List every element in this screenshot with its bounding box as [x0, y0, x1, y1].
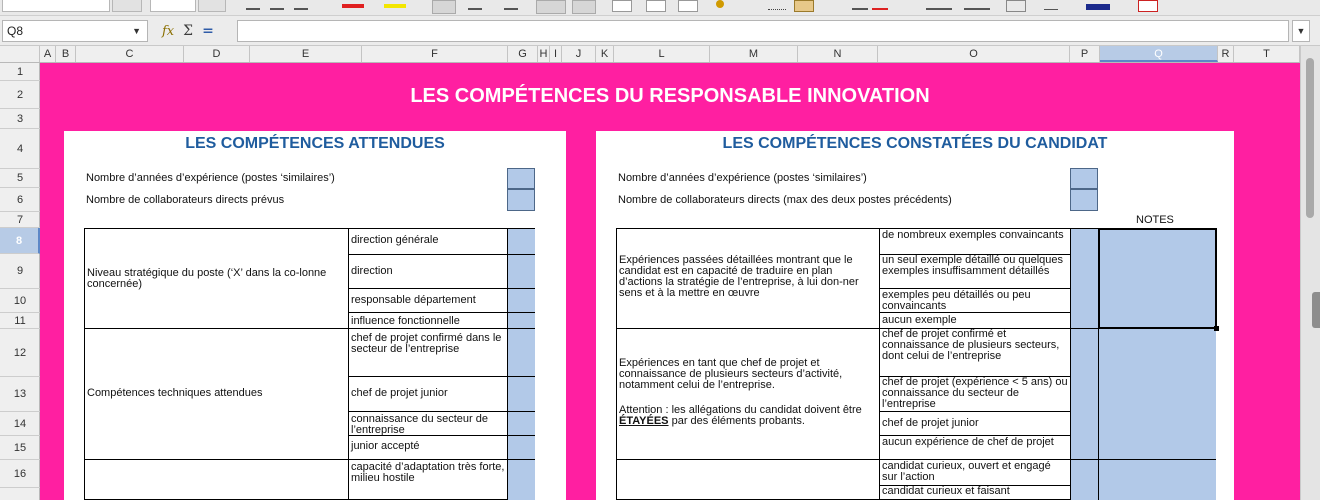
formula-equals-icon[interactable]: = — [202, 23, 214, 39]
wrap-text-icon[interactable] — [536, 0, 566, 14]
formula-bar — [0, 16, 1320, 46]
group-separator — [84, 459, 535, 460]
row-header[interactable]: 10 — [0, 289, 40, 313]
expand-formula-bar-icon[interactable]: ▼ — [1292, 20, 1310, 42]
column-header[interactable]: H — [538, 46, 550, 62]
row-header[interactable]: 1 — [0, 63, 40, 81]
sheet-grid[interactable] — [40, 63, 1300, 500]
scrollbar-thumb[interactable] — [1306, 58, 1314, 218]
option-label: capacité d’adaptation très forte, milieu hostile — [351, 461, 505, 484]
experience-input[interactable] — [1070, 168, 1098, 189]
formula-input[interactable] — [237, 20, 1289, 42]
option-label: candidat curieux et faisant — [882, 485, 1010, 497]
column-header[interactable]: T — [1234, 46, 1300, 62]
column-header[interactable]: P — [1070, 46, 1100, 62]
option-label: responsable département — [351, 294, 476, 306]
option-label: exemples peu détaillés ou peu convaincants — [882, 289, 1031, 312]
column-header[interactable]: D — [184, 46, 250, 62]
project-experience-label: Expériences en tant que chef de projet et connaissance de plusieurs secteurs d’activité, notamment celui de l’entreprise. — [619, 357, 843, 391]
option-label: chef de projet junior — [882, 417, 979, 429]
sheet-title: LES COMPÉTENCES DU RESPONSABLE INNOVATION — [410, 85, 930, 107]
formatting-toolbar — [0, 0, 1320, 16]
option-label: chef de projet confirmé et connaissance de plusieurs secteurs, dont celui de l’entreprise — [882, 328, 1060, 362]
column-header-selected[interactable]: Q — [1100, 46, 1218, 62]
indent-icon[interactable] — [926, 0, 952, 10]
border-style-icon[interactable] — [1044, 0, 1058, 10]
row-separator — [348, 254, 535, 255]
row-header[interactable]: 12 — [0, 329, 40, 377]
name-box-value: Q8 — [7, 24, 24, 38]
number-format-icon[interactable] — [768, 0, 786, 10]
right-panel — [596, 131, 1234, 500]
percent-icon[interactable] — [742, 0, 760, 10]
row-header[interactable]: 2 — [0, 81, 40, 109]
option-label: aucun exemple — [882, 314, 957, 326]
option-label: direction — [351, 265, 393, 277]
align-top-icon[interactable] — [612, 0, 632, 12]
row-header[interactable]: 5 — [0, 169, 40, 188]
option-label: de nombreux exemples convaincants — [882, 229, 1064, 241]
warning-note-prefix: Attention : les allégations du candidat doivent être — [619, 404, 862, 416]
row-headers — [0, 63, 40, 500]
column-header[interactable]: N — [798, 46, 878, 62]
delete-decimal-icon[interactable] — [872, 0, 888, 10]
technical-skills-label: Compétences techniques attendues — [87, 387, 263, 399]
row-header[interactable]: 16 — [0, 460, 40, 488]
group-separator — [84, 328, 535, 329]
column-header[interactable]: K — [596, 46, 614, 62]
align-left-icon[interactable] — [432, 0, 456, 14]
warning-note — [619, 405, 877, 427]
chevron-down-icon[interactable]: ▼ — [132, 26, 141, 36]
highlight-color-icon[interactable] — [384, 4, 406, 8]
option-label: direction générale — [351, 234, 439, 246]
option-label: influence fonctionnelle — [351, 315, 460, 327]
select-all-corner[interactable] — [0, 46, 40, 62]
column-header[interactable]: J — [562, 46, 596, 62]
collaborators-label: Nombre de collaborateurs directs (max des deux postes précédents) — [618, 194, 952, 206]
column-header[interactable]: A — [40, 46, 56, 62]
column-header[interactable]: R — [1218, 46, 1234, 62]
experience-label: Nombre d’années d’expérience (postes ‘similaires’) — [86, 172, 335, 184]
experience-label: Nombre d’années d’expérience (postes ‘similaires’) — [618, 172, 867, 184]
underline-icon[interactable] — [294, 0, 308, 10]
right-panel-title: LES COMPÉTENCES CONSTATÉES DU CANDIDAT — [722, 135, 1108, 152]
add-decimal-icon[interactable] — [852, 0, 868, 10]
row-separator — [879, 411, 1070, 412]
option-label: junior accepté — [351, 440, 420, 452]
collaborators-input[interactable] — [1070, 189, 1098, 211]
warning-note-emphasis: ÉTAYÉES — [619, 415, 669, 427]
column-headers — [0, 46, 1300, 63]
option-label: chef de projet (expérience < 5 ans) ou connaissance du secteur de l’entreprise — [882, 376, 1068, 410]
collaborators-label: Nombre de collaborateurs directs prévus — [86, 194, 285, 206]
align-bottom-icon[interactable] — [678, 0, 698, 12]
past-experience-label: Expériences passées détaillées montrant que le candidat est en capacité de traduire en plan d’actions la stratégie de l’entreprise, à lui don-ner sens et à la mettre en œuvre — [619, 254, 859, 299]
option-label: aucun expérience de chef de projet — [882, 436, 1054, 448]
column-header[interactable]: C — [76, 46, 184, 62]
row-separator — [348, 411, 535, 412]
column-header[interactable]: O — [878, 46, 1070, 62]
column-header[interactable]: L — [614, 46, 710, 62]
conditional-format-icon[interactable] — [1138, 0, 1158, 12]
bold-icon[interactable] — [246, 0, 260, 10]
option-label: connaissance du secteur de l’entreprise — [351, 413, 488, 436]
row-header[interactable]: 15 — [0, 436, 40, 460]
font-size-box[interactable] — [150, 0, 196, 12]
experience-input[interactable] — [507, 168, 535, 189]
name-box[interactable] — [2, 20, 148, 42]
collaborators-input[interactable] — [507, 189, 535, 211]
row-separator — [348, 376, 535, 377]
notes-header: NOTES — [1136, 214, 1174, 226]
function-wizard-icon[interactable]: 𝑓x — [162, 23, 175, 39]
align-right-icon[interactable] — [504, 0, 518, 10]
column-header[interactable]: E — [250, 46, 362, 62]
formula-icons — [162, 22, 214, 40]
row-header-selected[interactable]: 8 — [0, 228, 40, 254]
vertical-scrollbar[interactable] — [1300, 46, 1320, 500]
row-header[interactable]: 13 — [0, 377, 40, 412]
row-separator — [879, 312, 1070, 313]
font-name-box[interactable] — [2, 0, 110, 12]
row-header[interactable]: 3 — [0, 109, 40, 129]
font-color-icon[interactable] — [342, 4, 364, 8]
row-separator — [348, 288, 535, 289]
sum-icon[interactable]: Σ — [183, 23, 194, 39]
row-separator — [348, 312, 535, 313]
merge-cells-icon[interactable] — [572, 0, 596, 14]
left-panel-title: LES COMPÉTENCES ATTENDUES — [185, 135, 445, 152]
warning-note-suffix: par des éléments probants. — [668, 415, 805, 427]
outdent-icon[interactable] — [964, 0, 990, 10]
borders-icon[interactable] — [1006, 0, 1026, 12]
row-header[interactable]: 7 — [0, 212, 40, 228]
column-header[interactable]: I — [550, 46, 562, 62]
fill-handle[interactable] — [1214, 326, 1219, 331]
font-name-dropdown[interactable] — [112, 0, 142, 12]
option-label: chef de projet confirmé dans le secteur de l’entreprise — [351, 332, 502, 355]
font-size-dropdown[interactable] — [198, 0, 226, 12]
background-color-icon[interactable] — [1086, 4, 1110, 10]
row-header[interactable]: 14 — [0, 412, 40, 436]
selected-cell[interactable] — [1098, 228, 1217, 329]
column-header[interactable]: F — [362, 46, 508, 62]
option-label: candidat curieux, ouvert et engagé sur l’action — [882, 460, 1051, 483]
row-header[interactable]: 6 — [0, 188, 40, 212]
italic-icon[interactable] — [270, 0, 284, 10]
option-label: chef de projet junior — [351, 387, 448, 399]
align-middle-icon[interactable] — [646, 0, 666, 12]
row-header[interactable]: 11 — [0, 313, 40, 329]
column-header[interactable]: B — [56, 46, 76, 62]
date-format-icon[interactable] — [794, 0, 814, 12]
align-center-icon[interactable] — [468, 0, 482, 10]
option-label: un seul exemple détaillé ou quelques exemples insuffisamment détaillés — [882, 254, 1064, 277]
column-header[interactable]: G — [508, 46, 538, 62]
row-header[interactable]: 4 — [0, 129, 40, 169]
left-panel — [64, 131, 566, 500]
column-header[interactable]: M — [710, 46, 798, 62]
row-header[interactable]: 9 — [0, 254, 40, 289]
strategic-level-label: Niveau stratégique du poste (‘X’ dans la co-lonne concernée) — [87, 267, 327, 290]
sidebar-toggle-handle[interactable] — [1312, 292, 1320, 328]
currency-icon[interactable] — [716, 0, 724, 8]
